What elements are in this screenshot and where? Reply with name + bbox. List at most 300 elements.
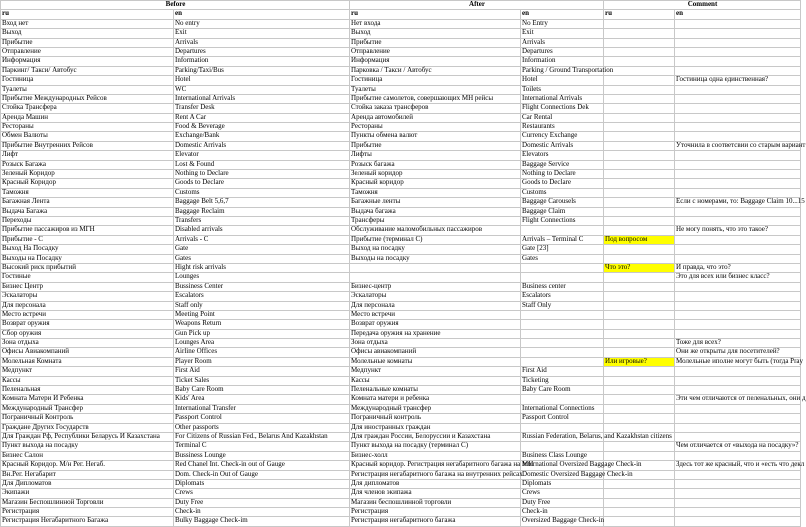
cell-before-ru[interactable]: Прибытие пассажиров из МГН xyxy=(1,226,174,235)
cell-after-en[interactable]: Customs xyxy=(521,188,604,197)
cell-after-en[interactable] xyxy=(521,263,604,272)
cell-after-ru[interactable]: Прибытие самолетов, совершающих МН рейсы xyxy=(350,94,521,103)
cell-comment-ru[interactable] xyxy=(604,489,675,498)
cell-comment-ru[interactable] xyxy=(604,395,675,404)
cell-comment-en[interactable] xyxy=(675,498,801,507)
cell-before-ru[interactable]: Молельная Комната xyxy=(1,357,174,366)
cell-before-ru[interactable]: Регистрация xyxy=(1,508,174,517)
cell-before-en[interactable]: Player Room xyxy=(174,357,350,366)
cell-after-ru[interactable]: Передача оружия на хранение xyxy=(350,329,521,338)
cell-comment-ru[interactable] xyxy=(604,57,675,66)
cell-after-ru[interactable]: Прибытие xyxy=(350,141,521,150)
cell-after-en[interactable]: International Connections xyxy=(521,404,604,413)
cell-after-ru[interactable]: Зеленый коридор xyxy=(350,170,521,179)
cell-before-en[interactable]: Domestic Arrivals xyxy=(174,141,350,150)
cell-before-en[interactable]: WC xyxy=(174,85,350,94)
cell-comment-en[interactable]: Здесь тот же красный, что и «есть что декл xyxy=(676,460,805,469)
cell-before-en[interactable]: Check-in xyxy=(174,508,350,517)
cell-before-en[interactable]: Baggage Reclaim xyxy=(174,207,350,216)
cell-before-ru[interactable]: Туалеты xyxy=(1,85,174,94)
cell-before-ru[interactable]: Регистрация Негабаритного Багажа xyxy=(1,517,174,526)
cell-before-en[interactable]: Gun Pick up xyxy=(174,329,350,338)
cell-before-en[interactable]: Weapons Return xyxy=(174,320,350,329)
cell-comment-en[interactable] xyxy=(675,160,801,169)
cell-after-ru[interactable]: Пункт выхода на посадку (терминал С) xyxy=(350,442,521,451)
cell-before-en[interactable]: Rent A Car xyxy=(174,113,350,122)
cell-after-en[interactable]: Escalators xyxy=(521,292,604,301)
cell-after-en[interactable]: Russian Federation, Belarus, and Kazakhstan citizens xyxy=(522,431,672,440)
cell-comment-en[interactable]: Если с номерами, то: Baggage Claim 10...15 xyxy=(676,197,805,206)
cell-comment-en[interactable]: И правда, что это? xyxy=(675,263,801,272)
cell-comment-en[interactable]: Молельные иполне могут быть (тогда Pray xyxy=(676,356,804,365)
cell-after-ru[interactable]: Пеленальные комнаты xyxy=(350,386,521,395)
cell-comment-ru[interactable] xyxy=(604,94,675,103)
cell-after-ru[interactable]: Розыск багажа xyxy=(350,160,521,169)
cell-after-en[interactable]: Oversized Baggage Check-in xyxy=(522,516,605,525)
cell-comment-ru[interactable] xyxy=(604,123,675,132)
cell-after-ru[interactable]: Прибытие xyxy=(350,38,521,47)
cell-before-en[interactable]: Duty Free xyxy=(174,498,350,507)
cell-after-en[interactable]: Diplomats xyxy=(521,479,604,488)
cell-before-ru[interactable]: Красный Коридор. М/н Рег. Негаб. xyxy=(1,461,174,470)
cell-after-ru[interactable]: Нет входа xyxy=(350,19,521,28)
cell-before-en[interactable]: Hight risk arrivals xyxy=(174,263,350,272)
cell-after-en[interactable]: Goods to Declare xyxy=(521,179,604,188)
cell-after-ru[interactable]: Молельные комнаты xyxy=(350,357,521,366)
cell-comment-en[interactable] xyxy=(675,207,801,216)
cell-after-ru[interactable]: Возврат оружия xyxy=(350,320,521,329)
cell-before-en[interactable]: Baby Care Room xyxy=(174,386,350,395)
cell-comment-ru[interactable] xyxy=(604,404,675,413)
cell-after-ru[interactable]: Регистрация xyxy=(350,508,521,517)
cell-comment-ru[interactable] xyxy=(604,170,675,179)
cell-after-ru[interactable]: Кассы xyxy=(350,376,521,385)
cell-comment-ru[interactable] xyxy=(604,47,675,56)
cell-after-en[interactable]: No Entry xyxy=(521,19,604,28)
cell-after-en[interactable] xyxy=(521,329,604,338)
cell-after-en[interactable]: Exit xyxy=(521,29,604,38)
cell-before-en[interactable]: Lounges Area xyxy=(174,339,350,348)
cell-after-en[interactable]: Car Rental xyxy=(521,113,604,122)
cell-after-ru[interactable]: Для членов экипажа xyxy=(350,489,521,498)
cell-after-en[interactable] xyxy=(521,320,604,329)
cell-comment-en[interactable]: Не могу понять, что это такое? xyxy=(675,226,801,235)
cell-comment-en[interactable] xyxy=(675,151,801,160)
cell-before-en[interactable]: Customs xyxy=(174,188,350,197)
cell-comment-ru[interactable] xyxy=(604,19,675,28)
cell-after-en[interactable]: Toilets xyxy=(521,85,604,94)
cell-after-ru[interactable]: Рестораны xyxy=(350,123,521,132)
cell-after-en[interactable]: First Aid xyxy=(521,367,604,376)
cell-before-ru[interactable]: Переходы xyxy=(1,216,174,225)
cell-comment-ru[interactable]: Или игровые? xyxy=(604,357,675,366)
cell-after-en[interactable]: Business Class Lounge xyxy=(521,451,604,460)
cell-before-en[interactable]: Staff only xyxy=(174,301,350,310)
cell-after-ru[interactable]: Выход на посадку xyxy=(350,245,521,254)
cell-before-ru[interactable]: Пункт выхода на посадку xyxy=(1,442,174,451)
cell-before-en[interactable]: First Aid xyxy=(174,367,350,376)
cell-comment-en[interactable] xyxy=(675,414,801,423)
cell-before-ru[interactable]: Гостиные xyxy=(1,273,174,282)
cell-after-en[interactable] xyxy=(521,273,604,282)
cell-after-en[interactable] xyxy=(521,442,604,451)
cell-comment-en[interactable] xyxy=(675,367,801,376)
cell-before-ru[interactable]: Экипажи xyxy=(1,489,174,498)
cell-before-en[interactable]: Crews xyxy=(174,489,350,498)
cell-before-en[interactable]: Gates xyxy=(174,254,350,263)
cell-comment-en[interactable]: Эти чем отличаются от пеленальных, они д xyxy=(676,394,806,403)
cell-comment-ru[interactable] xyxy=(604,104,675,113)
cell-comment-en[interactable] xyxy=(675,423,801,432)
cell-after-en[interactable]: Hotel xyxy=(521,76,604,85)
cell-after-ru[interactable]: Лифты xyxy=(350,151,521,160)
cell-comment-ru[interactable] xyxy=(604,376,675,385)
cell-comment-en[interactable] xyxy=(675,38,801,47)
cell-comment-en[interactable] xyxy=(675,320,801,329)
cell-comment-en[interactable]: Чем отличается от «выхода на посадку»? xyxy=(675,442,801,451)
cell-after-ru[interactable]: Место встречи xyxy=(350,310,521,319)
cell-before-en[interactable]: Food & Beverage xyxy=(174,123,350,132)
cell-before-ru[interactable]: Для Дипломатов xyxy=(1,479,174,488)
cell-before-en[interactable]: Airline Offices xyxy=(174,348,350,357)
cell-comment-en[interactable]: Они же открыты для посетителей? xyxy=(675,348,801,357)
cell-after-ru[interactable]: Международный трансфер xyxy=(350,404,521,413)
cell-before-ru[interactable]: Магазин Беспошлинной Торговли xyxy=(1,498,174,507)
cell-comment-ru[interactable] xyxy=(604,479,675,488)
cell-comment-ru[interactable] xyxy=(604,329,675,338)
cell-comment-en[interactable] xyxy=(675,404,801,413)
cell-before-ru[interactable]: Аренда Машин xyxy=(1,113,174,122)
cell-comment-en[interactable] xyxy=(675,245,801,254)
cell-after-en[interactable]: Information xyxy=(521,57,604,66)
cell-comment-ru[interactable] xyxy=(604,508,675,517)
cell-after-en[interactable]: Flight Connections Dek xyxy=(521,104,604,113)
cell-before-ru[interactable]: Таможня xyxy=(1,188,174,197)
cell-comment-en[interactable] xyxy=(675,235,801,244)
cell-comment-ru[interactable] xyxy=(604,207,675,216)
cell-after-en[interactable]: International Oversized Baggage Check-in xyxy=(522,460,642,469)
cell-before-en[interactable]: For Citizens of Russian Fed., Belarus And Kazakhstan xyxy=(174,432,350,441)
cell-after-ru[interactable]: Для персонала xyxy=(350,301,521,310)
cell-after-ru[interactable]: Бизнес-центр xyxy=(350,282,521,291)
cell-before-en[interactable]: Other passports xyxy=(174,423,350,432)
cell-after-en[interactable]: Baggage Carousels xyxy=(521,198,604,207)
cell-after-en[interactable]: Domestic Oversized Baggage Check-in xyxy=(522,469,633,478)
cell-comment-ru[interactable] xyxy=(604,273,675,282)
cell-before-ru[interactable]: Кассы xyxy=(1,376,174,385)
cell-comment-en[interactable] xyxy=(675,57,801,66)
cell-after-ru[interactable]: Выход xyxy=(350,29,521,38)
cell-before-ru[interactable]: Комната Матери И Ребенка xyxy=(1,395,174,404)
cell-before-en[interactable]: International Transfer xyxy=(174,404,350,413)
cell-before-en[interactable]: Passport Control xyxy=(174,414,350,423)
cell-comment-en[interactable] xyxy=(675,301,801,310)
cell-comment-ru[interactable] xyxy=(604,339,675,348)
cell-after-ru[interactable]: Для дипломатов xyxy=(350,479,521,488)
cell-after-en[interactable]: Gates xyxy=(521,254,604,263)
cell-after-ru[interactable]: Туалеты xyxy=(350,85,521,94)
cell-before-ru[interactable]: Красный Коридор xyxy=(1,179,174,188)
cell-comment-en[interactable] xyxy=(675,94,801,103)
cell-before-ru[interactable]: Отправление xyxy=(1,47,174,56)
cell-before-ru[interactable]: Эскалаторы xyxy=(1,292,174,301)
cell-before-en[interactable]: Terminal C xyxy=(174,442,350,451)
cell-comment-en[interactable] xyxy=(675,113,801,122)
cell-comment-en[interactable] xyxy=(675,292,801,301)
cell-comment-ru[interactable] xyxy=(604,160,675,169)
cell-comment-ru[interactable] xyxy=(604,442,675,451)
cell-comment-en[interactable]: Тоже для всех? xyxy=(675,339,801,348)
cell-comment-en[interactable] xyxy=(675,310,801,319)
cell-before-en[interactable]: Exit xyxy=(174,29,350,38)
cell-before-ru[interactable]: Сбор оружия xyxy=(1,329,174,338)
cell-after-en[interactable]: Currency Exchange xyxy=(521,132,604,141)
cell-before-en[interactable]: Diplomats xyxy=(174,479,350,488)
cell-after-ru[interactable]: Магазин беспошлинной торговли xyxy=(350,498,521,507)
cell-before-ru[interactable]: Выдача Багажа xyxy=(1,207,174,216)
cell-after-en[interactable]: Gate [23] xyxy=(521,245,604,254)
cell-before-ru[interactable]: Зона отдыха xyxy=(1,339,174,348)
cell-before-ru[interactable]: Гостиница xyxy=(1,76,174,85)
cell-before-ru[interactable]: Зеленый Коридор xyxy=(1,170,174,179)
cell-comment-ru[interactable] xyxy=(604,29,675,38)
cell-comment-en[interactable]: Это для всех или бизнес класс? xyxy=(675,273,801,282)
cell-before-en[interactable]: Elevator xyxy=(174,151,350,160)
cell-before-ru[interactable]: Багажная Лента xyxy=(1,198,174,207)
cell-after-en[interactable]: Departures xyxy=(521,47,604,56)
cell-after-ru[interactable]: Зона отдыха xyxy=(350,339,521,348)
cell-after-en[interactable]: Parking / Ground Transportation xyxy=(522,65,614,74)
cell-before-en[interactable]: Red Chanel Int. Check-in out of Gauge xyxy=(174,461,350,470)
cell-after-en[interactable]: Elevators xyxy=(521,151,604,160)
cell-after-ru[interactable]: Регистрация негабаритного багажа на внутренних рейсах xyxy=(351,469,523,478)
cell-comment-en[interactable] xyxy=(675,508,801,517)
cell-comment-en[interactable] xyxy=(675,489,801,498)
cell-before-en[interactable]: Disabled arrivals xyxy=(174,226,350,235)
cell-after-ru[interactable]: Трансферы xyxy=(350,216,521,225)
cell-comment-ru[interactable]: Что это? xyxy=(604,263,675,272)
cell-after-en[interactable]: Baby Care Room xyxy=(521,386,604,395)
cell-before-ru[interactable]: Выходы на Посадку xyxy=(1,254,174,263)
cell-after-ru[interactable]: Красный коридор xyxy=(350,179,521,188)
cell-before-ru[interactable]: Пограничный Контроль xyxy=(1,414,174,423)
cell-before-en[interactable]: Bussiness Lounge xyxy=(174,451,350,460)
cell-before-en[interactable]: Parking/Taxi/Bus xyxy=(174,66,350,75)
cell-after-ru[interactable] xyxy=(350,263,521,272)
cell-after-en[interactable] xyxy=(521,310,604,319)
cell-comment-en[interactable] xyxy=(675,179,801,188)
cell-after-ru[interactable]: Багажные ленты xyxy=(350,198,521,207)
cell-comment-en[interactable] xyxy=(675,132,801,141)
cell-before-en[interactable]: Bulky Baggage Check-im xyxy=(174,517,350,526)
cell-comment-ru[interactable]: Под вопросом xyxy=(604,235,675,244)
cell-comment-en[interactable]: Гостиница одна единственная? xyxy=(675,76,801,85)
cell-after-ru[interactable]: Для иностранных граждан xyxy=(350,423,521,432)
cell-comment-ru[interactable] xyxy=(604,188,675,197)
cell-comment-ru[interactable] xyxy=(604,348,675,357)
cell-after-en[interactable] xyxy=(521,348,604,357)
cell-before-en[interactable]: Kids' Area xyxy=(174,395,350,404)
cell-comment-ru[interactable] xyxy=(604,76,675,85)
cell-after-ru[interactable]: Пункты обмена валют xyxy=(350,132,521,141)
cell-after-en[interactable]: Nothing to Declare xyxy=(521,170,604,179)
cell-before-ru[interactable]: Стойка Трансфера xyxy=(1,104,174,113)
cell-after-ru[interactable]: Бизнес-холл xyxy=(350,451,521,460)
cell-comment-ru[interactable] xyxy=(604,85,675,94)
cell-before-en[interactable]: Meeting Point xyxy=(174,310,350,319)
cell-before-ru[interactable]: Розыск Багажа xyxy=(1,160,174,169)
cell-after-ru[interactable]: Выдача багажа xyxy=(350,207,521,216)
cell-comment-ru[interactable] xyxy=(604,66,675,75)
cell-before-ru[interactable]: Офисы Авиакомпаний xyxy=(1,348,174,357)
cell-before-ru[interactable]: Вн.Рег. Негабарит xyxy=(1,470,174,479)
cell-after-ru[interactable]: Парковка / Такси / Автобус xyxy=(350,66,521,75)
cell-before-en[interactable]: Arrivals - C xyxy=(174,235,350,244)
cell-after-ru[interactable]: Офисы авиакомпаний xyxy=(350,348,521,357)
cell-comment-ru[interactable] xyxy=(604,414,675,423)
cell-after-en[interactable]: Business center xyxy=(521,282,604,291)
cell-comment-ru[interactable] xyxy=(604,386,675,395)
cell-comment-ru[interactable] xyxy=(604,292,675,301)
cell-after-ru[interactable]: Выходы на посадку xyxy=(350,254,521,263)
cell-comment-en[interactable] xyxy=(675,470,801,479)
cell-before-ru[interactable]: Обмен Валюты xyxy=(1,132,174,141)
cell-before-ru[interactable]: Высокий риск прибытий xyxy=(1,263,174,272)
cell-before-ru[interactable]: Пеленальная xyxy=(1,386,174,395)
cell-comment-en[interactable]: Уточнила в соответсвии со старым вариант xyxy=(676,140,806,149)
cell-comment-ru[interactable] xyxy=(604,141,675,150)
cell-after-ru[interactable]: Гостиница xyxy=(350,76,521,85)
cell-comment-ru[interactable] xyxy=(604,301,675,310)
cell-after-en[interactable]: Ticketing xyxy=(521,376,604,385)
cell-after-ru[interactable] xyxy=(350,273,521,282)
cell-before-en[interactable]: Lounges xyxy=(174,273,350,282)
cell-comment-en[interactable] xyxy=(675,85,801,94)
cell-comment-en[interactable] xyxy=(675,479,801,488)
cell-after-ru[interactable]: Обслуживание маломобильных пассажиров xyxy=(350,226,521,235)
cell-before-en[interactable]: Dom. Check-in Out of Gauge xyxy=(174,470,350,479)
cell-comment-en[interactable] xyxy=(675,517,801,526)
cell-comment-en[interactable] xyxy=(675,376,801,385)
cell-before-ru[interactable]: Для персонала xyxy=(1,301,174,310)
cell-before-en[interactable]: Escalators xyxy=(174,292,350,301)
cell-comment-ru[interactable] xyxy=(604,245,675,254)
cell-after-en[interactable]: Passport Control xyxy=(521,414,604,423)
cell-comment-ru[interactable] xyxy=(604,151,675,160)
cell-before-ru[interactable]: Для Граждан Рф, Республики Беларусь И Казахстана xyxy=(1,432,174,441)
cell-comment-ru[interactable] xyxy=(604,226,675,235)
cell-after-en[interactable]: Restaurants xyxy=(521,123,604,132)
cell-comment-ru[interactable] xyxy=(604,498,675,507)
cell-before-en[interactable]: Lost & Found xyxy=(174,160,350,169)
cell-before-en[interactable]: Information xyxy=(174,57,350,66)
cell-comment-ru[interactable] xyxy=(604,320,675,329)
cell-after-ru[interactable]: Эскалаторы xyxy=(350,292,521,301)
cell-after-ru[interactable]: Прибытие (терминал С) xyxy=(350,235,521,244)
cell-comment-ru[interactable] xyxy=(604,517,675,526)
cell-after-ru[interactable]: Регистрация негабаритного багажа xyxy=(350,517,521,526)
cell-before-ru[interactable]: Выход xyxy=(1,29,174,38)
cell-before-en[interactable]: Ticket Sales xyxy=(174,376,350,385)
cell-comment-ru[interactable] xyxy=(604,310,675,319)
cell-after-ru[interactable]: Комната матери и ребенка xyxy=(350,395,521,404)
cell-after-en[interactable] xyxy=(521,395,604,404)
cell-after-en[interactable]: Baggage Claim xyxy=(521,207,604,216)
cell-comment-ru[interactable] xyxy=(604,282,675,291)
cell-after-en[interactable]: Domestic Arrivals xyxy=(521,141,604,150)
cell-after-en[interactable]: Arrivals xyxy=(521,38,604,47)
cell-after-en[interactable]: Staff Only xyxy=(521,301,604,310)
cell-before-ru[interactable]: Международный Трансфер xyxy=(1,404,174,413)
cell-before-en[interactable]: No entry xyxy=(174,19,350,28)
cell-after-en[interactable]: Crews xyxy=(521,489,604,498)
cell-before-ru[interactable]: Возврат оружия xyxy=(1,320,174,329)
cell-after-ru[interactable]: Информация xyxy=(350,57,521,66)
cell-after-en[interactable]: Check-in xyxy=(521,508,604,517)
cell-before-en[interactable]: Exchange/Bank xyxy=(174,132,350,141)
cell-after-en[interactable]: Baggage Service xyxy=(521,160,604,169)
cell-after-ru[interactable]: Таможня xyxy=(350,188,521,197)
cell-before-en[interactable]: Nothing to Declare xyxy=(174,170,350,179)
cell-before-ru[interactable]: Информация xyxy=(1,57,174,66)
cell-before-ru[interactable]: Место встречи xyxy=(1,310,174,319)
cell-before-ru[interactable]: Выход На Посадку xyxy=(1,245,174,254)
cell-before-en[interactable]: Arrivals xyxy=(174,38,350,47)
cell-after-ru[interactable]: Медпункт xyxy=(350,367,521,376)
cell-comment-ru[interactable] xyxy=(604,367,675,376)
cell-before-en[interactable]: International Arrivals xyxy=(174,94,350,103)
cell-comment-en[interactable] xyxy=(675,123,801,132)
cell-after-en[interactable] xyxy=(521,226,604,235)
cell-after-en[interactable] xyxy=(521,339,604,348)
cell-comment-ru[interactable] xyxy=(604,179,675,188)
cell-after-en[interactable]: International Arrivals xyxy=(521,94,604,103)
cell-comment-en[interactable] xyxy=(675,282,801,291)
cell-before-ru[interactable]: Бизнес Салон xyxy=(1,451,174,460)
cell-comment-ru[interactable] xyxy=(604,132,675,141)
cell-after-en[interactable]: Arrivals – Terminal C xyxy=(521,235,604,244)
cell-comment-en[interactable] xyxy=(675,104,801,113)
cell-before-en[interactable]: Transfers xyxy=(174,216,350,225)
cell-comment-ru[interactable] xyxy=(604,38,675,47)
cell-after-en[interactable]: Duty Free xyxy=(521,498,604,507)
cell-before-ru[interactable]: Прибытие - С xyxy=(1,235,174,244)
cell-comment-ru[interactable] xyxy=(604,216,675,225)
cell-comment-en[interactable] xyxy=(675,170,801,179)
cell-before-en[interactable]: Baggage Belt 5,6,7 xyxy=(174,198,350,207)
cell-before-en[interactable]: Bussiness Center xyxy=(174,282,350,291)
cell-before-ru[interactable]: Граждане Других Государств xyxy=(1,423,174,432)
cell-before-ru[interactable]: Прибытие xyxy=(1,38,174,47)
cell-after-ru[interactable]: Пограничный контроль xyxy=(350,414,521,423)
cell-before-en[interactable]: Departures xyxy=(174,47,350,56)
cell-before-en[interactable]: Goods to Declare xyxy=(174,179,350,188)
cell-after-ru[interactable]: Отправление xyxy=(350,47,521,56)
cell-comment-en[interactable] xyxy=(675,29,801,38)
cell-after-ru[interactable]: Для граждан России, Белоруссии и Казахстана xyxy=(350,432,521,441)
cell-before-en[interactable]: Hotel xyxy=(174,76,350,85)
cell-before-ru[interactable]: Рестораны xyxy=(1,123,174,132)
cell-before-ru[interactable]: Лифт xyxy=(1,151,174,160)
cell-after-en[interactable]: Flight Connections xyxy=(521,216,604,225)
cell-before-ru[interactable]: Вход нет xyxy=(1,19,174,28)
cell-comment-en[interactable] xyxy=(675,47,801,56)
cell-after-ru[interactable]: Красный коридор. Регистрация негабаритного багажа на МН xyxy=(351,460,534,469)
cell-before-ru[interactable]: Бизнес Центр xyxy=(1,282,174,291)
cell-after-ru[interactable]: Стойка заказа трансферов xyxy=(350,104,521,113)
cell-before-en[interactable]: Gate xyxy=(174,245,350,254)
cell-comment-en[interactable] xyxy=(675,19,801,28)
